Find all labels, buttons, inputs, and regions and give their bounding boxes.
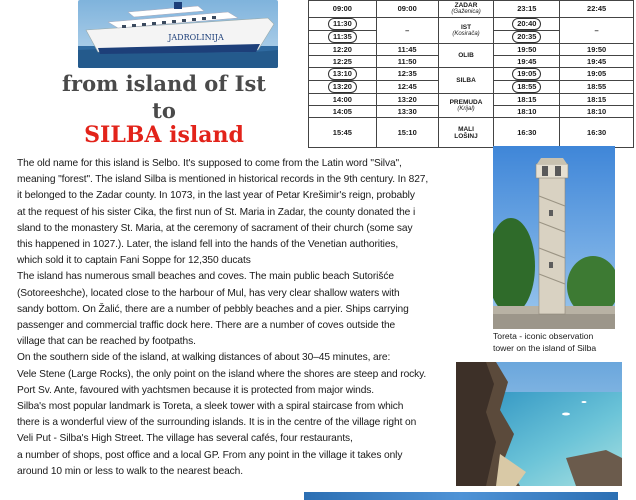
timetable-cell (494, 31, 560, 44)
timetable-cell: 19:50 (494, 44, 560, 56)
ferry-timetable (308, 0, 634, 148)
timetable-cell: 16:30 (560, 118, 634, 148)
body-line: Silba's most popular landmark is Toreta, a sleek tower with a spiral staircase from which (17, 401, 404, 413)
circled-time: 11:35 (328, 31, 357, 43)
timetable-cell: 14:05 (309, 106, 377, 118)
timetable-cell (309, 31, 377, 44)
timetable-cell: – (560, 18, 634, 44)
tower-caption (493, 330, 623, 354)
timetable-row-olib (309, 44, 634, 56)
port-sub: (Krijal) (457, 105, 475, 112)
timetable-cell: 14:00 (309, 94, 377, 106)
body-line: Vele Stene (Large Rocks), the only point on the island where the shores are steep and rocky. (17, 368, 427, 380)
timetable-cell: 12:25 (309, 56, 377, 68)
body-line: village that can be reached by footpaths. (17, 336, 196, 348)
timetable-cell: 19:45 (560, 56, 634, 68)
port-sub: (Kosirača) (452, 30, 480, 37)
port-sub: LOŠINJ (454, 132, 478, 140)
timetable-cell: 23:15 (494, 1, 560, 18)
port-cell (438, 68, 494, 94)
timetable-cell: 15:10 (376, 118, 438, 148)
body-line: around 10 min or less to walk to the nearest beach. (17, 465, 243, 477)
timetable-row-zadar (309, 1, 634, 18)
circled-time: 13:20 (328, 81, 357, 93)
body-line: Port Sv. Ante, favoured with yachtsmen because it is protected from major winds. (17, 384, 375, 396)
port-name: OLIB (458, 52, 474, 59)
timetable-cell (309, 68, 377, 81)
timetable-cell (494, 81, 560, 94)
timetable-cell: 18:10 (560, 106, 634, 118)
timetable-row-silba (309, 68, 634, 81)
port-cell (438, 94, 494, 118)
heading-destination: SILBA island (84, 122, 244, 148)
circled-time: 20:40 (512, 18, 541, 30)
timetable-cell: 12:20 (309, 44, 377, 56)
body-line: which sold it to captain Fani Soppe for 12,350 ducats (17, 255, 251, 267)
body-line: meaning "forest". The island Silba is mentioned in historical records in the 9th century. In 827, (17, 174, 429, 186)
coast-photo (456, 362, 622, 486)
port-cell (438, 18, 494, 44)
tower-photo (493, 146, 615, 329)
body-line: (Sotoreeshche), located close to the harbour of Mul, has very clear shallow waters with (17, 287, 400, 299)
timetable-cell: 13:20 (376, 94, 438, 106)
timetable-cell: – (376, 18, 438, 44)
port-name: ZADAR (454, 2, 478, 9)
timetable-cell: 18:15 (560, 94, 634, 106)
timetable-cell: 12:45 (376, 81, 438, 94)
port-name: IST (460, 23, 472, 31)
timetable-cell: 15:45 (309, 118, 377, 148)
timetable-cell: 18:10 (494, 106, 560, 118)
body-line: The island has numerous small beaches and coves. The main public beach Sutorišće (17, 271, 394, 283)
timetable-cell (494, 18, 560, 31)
timetable-cell: 11:50 (376, 56, 438, 68)
timetable-row-ist (309, 18, 634, 31)
timetable-row-mali-losinj (309, 118, 634, 148)
timetable-cell (494, 68, 560, 81)
body-line: On the southern side of the island, at walking distances of about 30–45 minutes, are: (17, 352, 391, 364)
tower-caption-line: tower on the island of Silba (493, 343, 597, 353)
body-line: there is a wonderful view of the surrounding islands. It is in the centre of the village right on (17, 417, 417, 429)
timetable-cell: 09:00 (376, 1, 438, 18)
circled-time: 11:30 (328, 18, 357, 30)
circled-time: 13:10 (328, 68, 357, 80)
body-line: this happened in 1027.). Later, the island fell into the hands of the Venetian authorities, (17, 239, 399, 251)
timetable-row-premuda (309, 94, 634, 106)
body-line: Veli Put - Silba's High Street. The village has several cafés, four restaurants, (17, 433, 353, 445)
timetable-cell: 16:30 (494, 118, 560, 148)
timetable-cell: 09:00 (309, 1, 377, 18)
body-line: passenger and commercial traffic dock here. There are a number of coves outside the (17, 320, 396, 332)
body-line: a number of shops, post office and a local GP. From any point in the village it takes only (17, 449, 403, 461)
timetable-cell (309, 18, 377, 31)
timetable-cell: 19:05 (560, 68, 634, 81)
port-name: MALI (458, 125, 474, 133)
heading-to: to (152, 98, 176, 123)
timetable-cell: 18:55 (560, 81, 634, 94)
timetable-cell: 22:45 (560, 1, 634, 18)
bottom-banner (304, 492, 618, 500)
article-body (17, 156, 487, 480)
timetable-cell: 19:50 (560, 44, 634, 56)
body-line: it belonged to the Zadar county. In 1073, in the last year of Petar Krešimir's reign, probably (17, 190, 415, 202)
port-name: PREMUDA (449, 98, 483, 106)
ship-lettering: JADROLINIJA (168, 33, 224, 42)
port-cell (438, 44, 494, 68)
timetable-cell (309, 81, 377, 94)
timetable-cell: 12:35 (376, 68, 438, 81)
port-name: SILBA (456, 77, 476, 84)
port-cell (438, 118, 494, 148)
circled-time: 20:35 (512, 31, 541, 43)
timetable-cell: 13:30 (376, 106, 438, 118)
heading-origin: from island of Ist (62, 71, 266, 96)
body-line: sland to the monastery St. Maria, at the ceremony of sacrament of their church (some say (17, 222, 413, 234)
timetable-cell: 11:45 (376, 44, 438, 56)
circled-time: 18:55 (512, 81, 541, 93)
tower-caption-line: Toreta - iconic observation (493, 331, 594, 341)
body-line: The old name for this island is Selbo. It's supposed to come from the Latin word "Silva", (17, 158, 402, 169)
port-sub: (Gaženica) (451, 9, 481, 15)
body-line: sandy bottom. On Žalić, there are a number of pebbly beaches and a pier. Ships carrying (17, 303, 409, 315)
circled-time: 19:05 (512, 68, 541, 80)
timetable-cell: 18:15 (494, 94, 560, 106)
timetable-cell: 19:45 (494, 56, 560, 68)
ferry-photo (78, 0, 278, 68)
body-line: at the request of his sister Cika, the first nun of St. Maria in Zadar, the county donated the i (17, 206, 416, 218)
port-cell (438, 1, 494, 18)
